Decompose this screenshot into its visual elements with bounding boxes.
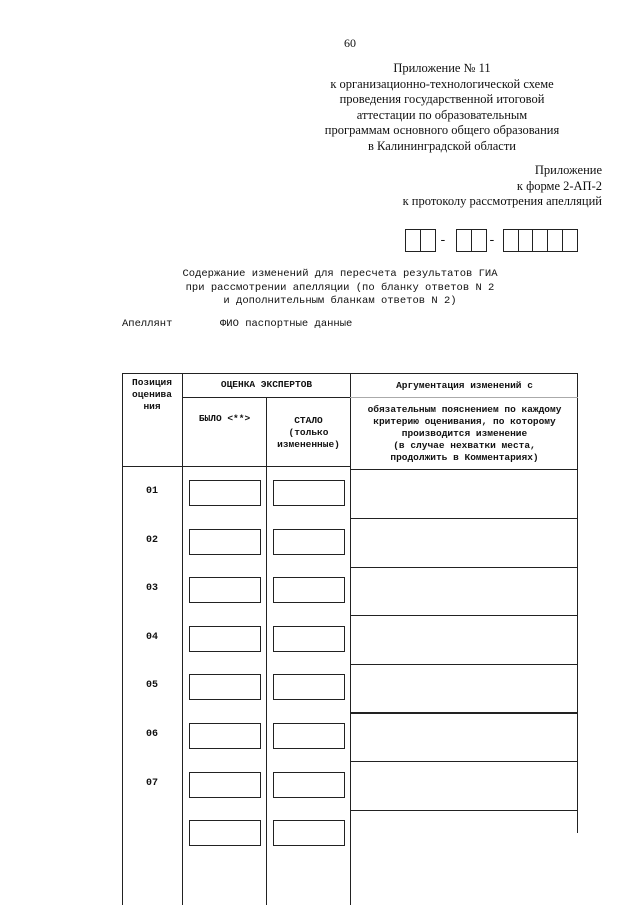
- argument-underline: [350, 397, 578, 398]
- code-group-3[interactable]: [503, 229, 577, 252]
- became-score-box[interactable]: [273, 480, 345, 506]
- position-header: [122, 377, 182, 413]
- became-score-box[interactable]: [273, 820, 345, 846]
- became-header: [267, 415, 350, 451]
- became-score-box[interactable]: [273, 772, 345, 798]
- appellant-label: Апеллянт: [122, 318, 173, 330]
- header-text: оценива: [132, 389, 172, 400]
- header-bottom-line: [122, 466, 351, 467]
- header-text: продолжить в Комментариях): [390, 452, 539, 463]
- was-score-box[interactable]: [189, 772, 261, 798]
- row-number: 07: [145, 777, 158, 789]
- appendix-header: [282, 61, 602, 154]
- argument-row-line: [350, 810, 578, 811]
- subtitle-line: и дополнительным бланкам ответов N 2): [223, 295, 457, 307]
- code-cell[interactable]: [471, 229, 487, 252]
- became-score-box[interactable]: [273, 723, 345, 749]
- row-number: 03: [145, 583, 158, 595]
- was-score-box[interactable]: [189, 480, 261, 506]
- header-text: обязательным пояснением по каждому: [367, 404, 562, 415]
- code-cell[interactable]: [456, 229, 472, 252]
- code-cell[interactable]: [532, 229, 548, 252]
- argument-header-text: [351, 404, 578, 464]
- was-score-box[interactable]: [189, 626, 261, 652]
- argument-header-bottom: [350, 469, 578, 470]
- header-text: (только: [288, 427, 329, 438]
- argument-row-line: [350, 615, 578, 616]
- was-score-box[interactable]: [189, 820, 261, 846]
- appendix-line: Приложение № 11: [393, 61, 491, 75]
- row-number: 05: [145, 680, 158, 692]
- became-score-box[interactable]: [273, 674, 345, 700]
- header-text: (в случае нехватки места,: [393, 440, 536, 451]
- header-text: ния: [143, 401, 161, 412]
- appendix-line: проведения государственной итоговой: [339, 92, 545, 106]
- was-score-box[interactable]: [189, 723, 261, 749]
- code-cell[interactable]: [503, 229, 519, 252]
- header-text: производится изменение: [401, 428, 528, 439]
- row-number: 02: [145, 534, 158, 546]
- form-appendix: [282, 163, 602, 210]
- code-dash: -: [439, 233, 447, 248]
- code-group-1[interactable]: [405, 229, 434, 252]
- experts-header: ОЦЕНКА ЭКСПЕРТОВ: [220, 379, 313, 390]
- passport-data-label: ФИО паспортные данные: [220, 318, 353, 330]
- code-cell[interactable]: [420, 229, 436, 252]
- subtitle-line: при рассмотрении апелляции (по бланку ответов N 2: [185, 281, 495, 294]
- was-header: БЫЛО <**>: [198, 413, 251, 424]
- header-text: измененные): [277, 439, 340, 450]
- was-score-box[interactable]: [189, 674, 261, 700]
- experts-underline: [182, 397, 351, 398]
- col-divider-position: [182, 373, 183, 905]
- appendix-line: программам основного общего образования: [324, 123, 560, 137]
- form-appendix-line: к форме 2-АП-2: [516, 178, 602, 193]
- was-score-box[interactable]: [189, 529, 261, 555]
- header-text: критерию оценивания, по которому: [373, 416, 556, 427]
- code-group-2[interactable]: [456, 229, 485, 252]
- became-score-box[interactable]: [273, 577, 345, 603]
- form-appendix-line: к протоколу рассмотрения апелляций: [402, 194, 602, 208]
- appendix-line: в Калининградской области: [368, 138, 516, 153]
- appendix-line: к организационно-технологической схеме: [330, 76, 554, 91]
- page-number: 60: [344, 36, 356, 50]
- row-number: 06: [145, 729, 158, 740]
- changes-table: [122, 373, 578, 905]
- argument-header-title: Аргументация изменений с: [396, 380, 533, 391]
- argument-row-line: [350, 664, 578, 665]
- became-score-box[interactable]: [273, 529, 345, 555]
- header-text: СТАЛО: [294, 415, 323, 426]
- document-subtitle: [140, 268, 540, 309]
- code-dash: -: [488, 233, 496, 248]
- code-cell[interactable]: [547, 229, 563, 252]
- col-divider-was: [266, 397, 267, 905]
- argument-row-line: [350, 518, 578, 519]
- form-appendix-line: Приложение: [534, 163, 602, 177]
- row-number: 01: [145, 486, 158, 497]
- argument-row-line: [350, 567, 578, 568]
- code-cell[interactable]: [518, 229, 534, 252]
- header-text: Позиция: [132, 377, 172, 388]
- code-cell[interactable]: [405, 229, 421, 252]
- code-cell[interactable]: [562, 229, 578, 252]
- was-score-box[interactable]: [189, 577, 261, 603]
- became-score-box[interactable]: [273, 626, 345, 652]
- argument-row-line: [350, 712, 578, 713]
- subtitle-line: Содержание изменений для пересчета результатов ГИА: [182, 268, 498, 280]
- appendix-line: аттестации по образовательным: [356, 107, 528, 122]
- row-number: 04: [145, 631, 158, 643]
- argument-row-line: [350, 761, 578, 762]
